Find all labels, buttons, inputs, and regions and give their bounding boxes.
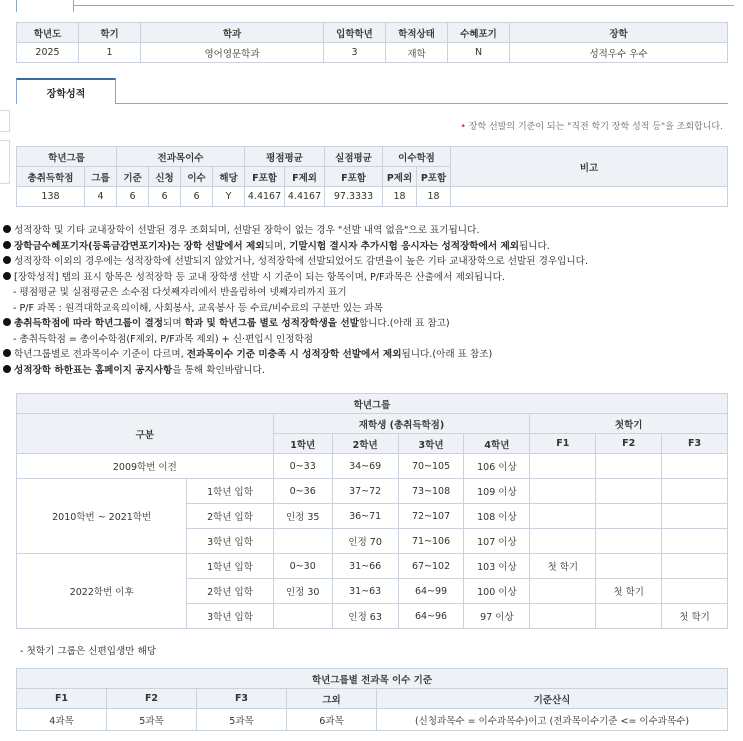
student-info-table — [16, 22, 728, 63]
th-applied: 신청 — [149, 167, 181, 187]
cell-sub: 1학년 입학 — [187, 554, 273, 579]
tab-grades[interactable] — [16, 78, 116, 104]
cell-p-excl: 18 — [383, 187, 417, 207]
cell-range — [596, 529, 662, 554]
cell-admission-grade: 3 — [324, 43, 386, 63]
bullet-item: 장학금수혜포기자(등록금감면포기자)는 장학 선발에서 제외되며, 기말시험 결시자 추가시험 응시자는 성적장학에서 제외됩니다. — [3, 239, 743, 255]
notice-message: 장학 선발의 기준이 되는 "직전 학기 장학 성적 등"을 조회합니다. — [468, 122, 723, 132]
th-grade-1: 1학년 — [273, 434, 332, 454]
th-waiver: 수혜포기 — [448, 23, 510, 43]
th-group: 그룹 — [85, 167, 117, 187]
th-p-excl: P제외 — [383, 167, 417, 187]
cell-standard: 6 — [117, 187, 149, 207]
th-grade-group: 학년그룹 — [17, 147, 117, 167]
th-gubun: 구분 — [17, 414, 274, 454]
th-crit-other: 그외 — [287, 689, 377, 709]
bullet-item: [장학성적] 탭의 표시 항목은 성적장학 등 교내 장학생 선발 시 기준이 되는 항목이며, P/F과목은 산출에서 제외됩니다. — [3, 270, 743, 286]
th-scholarship: 장학 — [510, 23, 728, 43]
th-completed: 이수 — [181, 167, 213, 187]
cell-range: 67~102 — [398, 554, 464, 579]
th-total-credits: 총취득학점 — [17, 167, 85, 187]
cell-range: 31~63 — [332, 579, 398, 604]
cell-range: 0~33 — [273, 454, 332, 479]
tab-student-info[interactable] — [16, 0, 74, 12]
cell-range — [596, 504, 662, 529]
cell-sub: 2학년 입학 — [187, 504, 273, 529]
bullet-item: 성적장학 이외의 경우에는 성적장학에 선발되지 않았거나, 성적장학에 선발되었어도 감면율이 높은 기타 교내장학으로 선발된 경우입니다. — [3, 254, 743, 270]
criteria-table — [16, 668, 728, 731]
grades-tab-line — [116, 103, 728, 104]
bullet-item: 학년그룹별로 전과목이수 기준이 다르며, 전과목이수 기준 미충족 시 성적장학 선발에서 제외됩니다.(아래 표 참조) — [3, 347, 743, 363]
cell-range: 109 이상 — [464, 479, 530, 504]
th-group-title: 학년그룹 — [17, 394, 728, 414]
cell-department: 영어영문학과 — [141, 43, 324, 63]
bullet-dot-icon — [3, 365, 11, 373]
cell-before2009-label: 2009학번 이전 — [17, 454, 274, 479]
cell-real-f-incl: 97.3333 — [325, 187, 383, 207]
bullet-dot-icon — [3, 318, 11, 326]
cell-range — [596, 454, 662, 479]
bullet-item: 총취득학점에 따라 학년그룹이 결정되며 학과 및 학년그룹 별로 성적장학생을 선발합니다.(아래 표 참고) — [3, 316, 743, 332]
grades-tab-strip — [16, 78, 116, 104]
cell-sub: 3학년 입학 — [187, 529, 273, 554]
cell-status: 재학 — [386, 43, 448, 63]
cell-range — [662, 479, 728, 504]
cell-range — [530, 454, 596, 479]
th-department: 학과 — [141, 23, 324, 43]
cell-range — [273, 529, 332, 554]
table-row — [17, 554, 728, 579]
th-year: 학년도 — [17, 23, 79, 43]
th-gpa-f-incl: F포함 — [245, 167, 285, 187]
table-row — [17, 187, 728, 207]
bullet-dot-icon — [3, 225, 11, 233]
cell-gpa-f-excl: 4.4167 — [285, 187, 325, 207]
cell-semester: 1 — [79, 43, 141, 63]
cell-range: 72~107 — [398, 504, 464, 529]
cell-range: 인정 35 — [273, 504, 332, 529]
cell-range: 0~30 — [273, 554, 332, 579]
cell-range: 37~72 — [332, 479, 398, 504]
bullet-item: 성적장학 하한표는 홈페이지 공지사항을 통해 확인바랍니다. — [3, 363, 743, 379]
bullet-dot-icon — [3, 241, 11, 249]
table-row — [17, 709, 728, 731]
cell-applied: 6 — [149, 187, 181, 207]
th-crit-f1: F1 — [17, 689, 107, 709]
cell-range: 첫 학기 — [662, 604, 728, 629]
th-grade-2: 2학년 — [332, 434, 398, 454]
cell-range: 107 이상 — [464, 529, 530, 554]
th-gpa-f-excl: F제외 — [285, 167, 325, 187]
cell-range — [662, 554, 728, 579]
cell-applicable: Y — [213, 187, 245, 207]
th-standard: 기준 — [117, 167, 149, 187]
cell-remarks — [451, 187, 728, 207]
th-applicable: 해당 — [213, 167, 245, 187]
cell-range — [530, 579, 596, 604]
cell-range: 70~105 — [398, 454, 464, 479]
th-admission-grade: 입학학년 — [324, 23, 386, 43]
cell-range: 108 이상 — [464, 504, 530, 529]
th-semester: 학기 — [79, 23, 141, 43]
th-grade-4: 4학년 — [464, 434, 530, 454]
th-all-subjects: 전과목이수 — [117, 147, 245, 167]
top-tab-strip — [16, 0, 74, 12]
table-row — [17, 479, 728, 504]
cell-range — [662, 579, 728, 604]
top-tab-line — [74, 5, 734, 6]
cell-range: 64~99 — [398, 579, 464, 604]
cell-range: 97 이상 — [464, 604, 530, 629]
bullet-subitem: - P/F 과목 : 원격대학교육의이해, 사회봉사, 교육봉사 등 수료/비수료의 구분만 있는 과목 — [13, 302, 383, 314]
cell-range: 인정 70 — [332, 529, 398, 554]
th-f3: F3 — [662, 434, 728, 454]
cell-range: 첫 학기 — [530, 554, 596, 579]
cell-range — [596, 479, 662, 504]
cell-waiver: N — [448, 43, 510, 63]
bullet-dot-icon — [3, 256, 11, 264]
th-f2: F2 — [596, 434, 662, 454]
cell-range: 103 이상 — [464, 554, 530, 579]
cell-range: 첫 학기 — [596, 579, 662, 604]
cell-range: 31~66 — [332, 554, 398, 579]
bullet-subitem: - 평점평균 및 실점평균은 소수점 다섯째자리에서 반올림하여 넷째자리까지 표기 — [13, 287, 347, 298]
grade-group-table — [16, 393, 728, 629]
cell-range — [273, 604, 332, 629]
th-criteria-title: 학년그룹별 전과목 이수 기준 — [17, 669, 728, 689]
cell-range — [662, 504, 728, 529]
th-p-incl: P포함 — [417, 167, 451, 187]
cell-sub: 1학년 입학 — [187, 479, 273, 504]
cell-crit-other: 6과목 — [287, 709, 377, 731]
th-enrolled: 재학생 (총취득학점) — [273, 414, 530, 434]
cell-year: 2025 — [17, 43, 79, 63]
cell-gpa-f-incl: 4.4167 — [245, 187, 285, 207]
left-panel-fragment — [0, 140, 10, 184]
cell-range: 인정 63 — [332, 604, 398, 629]
cell-range — [530, 529, 596, 554]
cell-scholarship: 성적우수 우수 — [510, 43, 728, 63]
notice-dot: • — [460, 122, 466, 132]
cell-range — [530, 479, 596, 504]
cell-range: 34~69 — [332, 454, 398, 479]
tab-grades-label: 장학성적 — [46, 88, 86, 100]
th-credits: 이수학점 — [383, 147, 451, 167]
cell-completed: 6 — [181, 187, 213, 207]
th-real-f-incl: F포함 — [325, 167, 383, 187]
cell-crit-formula: (신청과목수 = 이수과목수)이고 (전과목이수기준 <= 이수과목수) — [377, 709, 728, 731]
th-crit-formula: 기준산식 — [377, 689, 728, 709]
cell-crit-f2: 5과목 — [107, 709, 197, 731]
cell-range: 100 이상 — [464, 579, 530, 604]
cell-sub: 2학년 입학 — [187, 579, 273, 604]
cell-after2022-label: 2022학번 이후 — [17, 554, 187, 629]
info-bullets — [3, 223, 743, 378]
grades-table — [16, 146, 728, 207]
cell-range: 36~71 — [332, 504, 398, 529]
th-crit-f3: F3 — [197, 689, 287, 709]
cell-range: 73~108 — [398, 479, 464, 504]
cell-range — [530, 504, 596, 529]
th-gpa: 평점평균 — [245, 147, 325, 167]
cell-sub: 3학년 입학 — [187, 604, 273, 629]
th-f1: F1 — [530, 434, 596, 454]
cell-range: 인정 30 — [273, 579, 332, 604]
cell-p-incl: 18 — [417, 187, 451, 207]
bullet-item: 성적장학 및 기타 교내장학이 선발된 경우 조회되며, 선발된 장학이 없는 경우 "선발 내역 없음"으로 표기됩니다. — [3, 223, 743, 239]
first-term-note: - 첫학기 그룹은 신편입생만 해당 — [20, 646, 157, 657]
bullet-subitem: - 총취득학점 = 총이수학점(F제외, P/F과목 제외) + 신·편입시 인정학점 — [13, 333, 313, 345]
cell-crit-f3: 5과목 — [197, 709, 287, 731]
table-row — [17, 454, 728, 479]
cell-range — [596, 604, 662, 629]
cell-range — [662, 454, 728, 479]
cell-range — [530, 604, 596, 629]
cell-range: 64~96 — [398, 604, 464, 629]
left-panel-fragment — [0, 110, 10, 132]
cell-group: 4 — [85, 187, 117, 207]
bullet-dot-icon — [3, 272, 11, 280]
cell-range — [662, 529, 728, 554]
th-real-score: 실점평균 — [325, 147, 383, 167]
cell-range: 106 이상 — [464, 454, 530, 479]
cell-total-credits: 138 — [17, 187, 85, 207]
th-crit-f2: F2 — [107, 689, 197, 709]
notice-text — [461, 119, 723, 132]
cell-crit-f1: 4과목 — [17, 709, 107, 731]
cell-range: 71~106 — [398, 529, 464, 554]
th-first-term: 첫학기 — [530, 414, 728, 434]
th-grade-3: 3학년 — [398, 434, 464, 454]
cell-range: 0~36 — [273, 479, 332, 504]
th-status: 학적상태 — [386, 23, 448, 43]
th-remarks: 비고 — [451, 147, 728, 187]
cell-range — [596, 554, 662, 579]
bullet-dot-icon — [3, 349, 11, 357]
cell-mid-label: 2010학번 ~ 2021학번 — [17, 479, 187, 554]
